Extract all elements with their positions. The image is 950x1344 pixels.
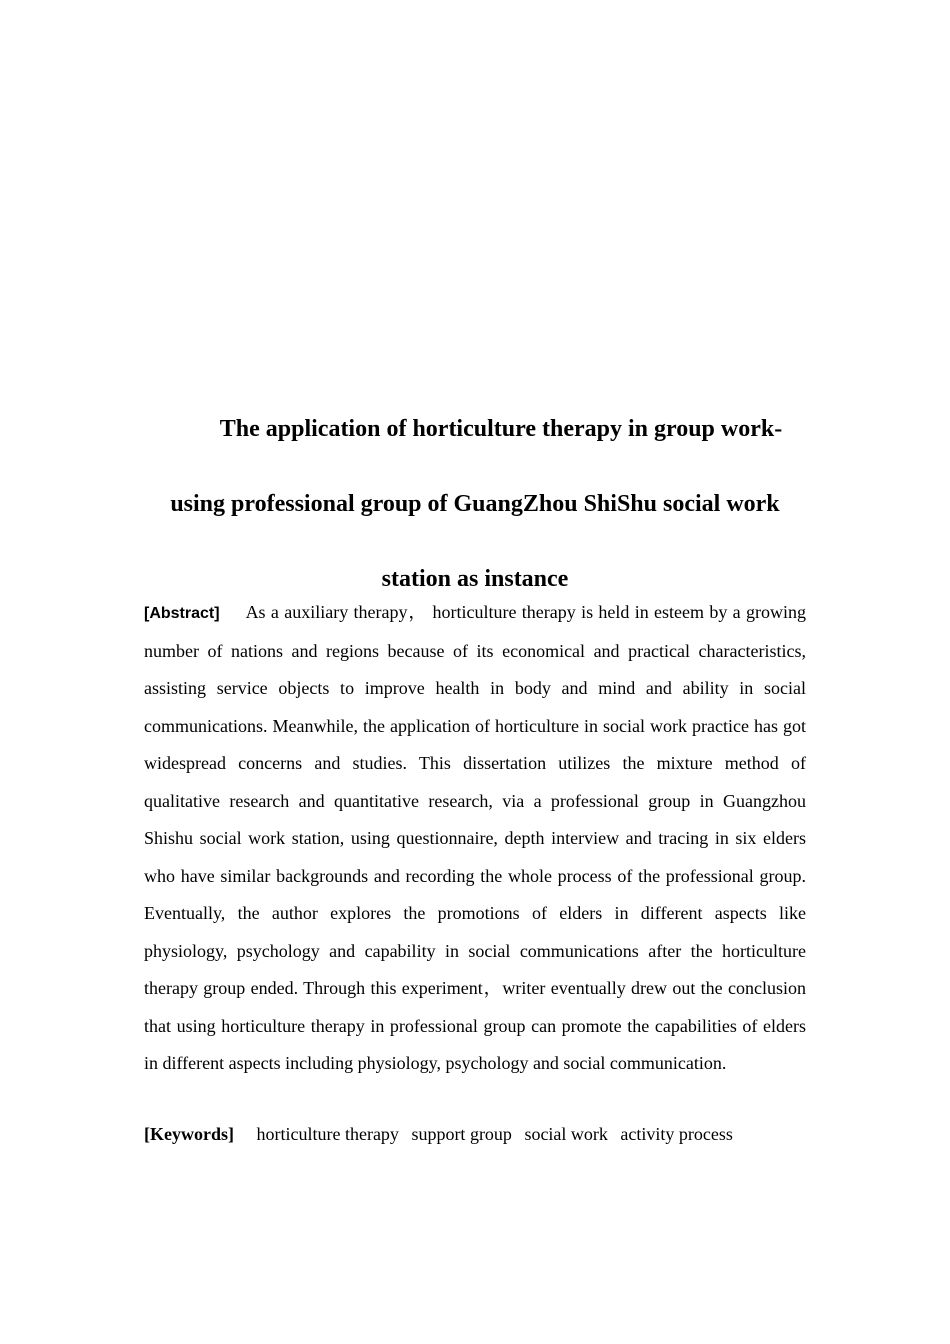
title-line-3: station as instance [381, 566, 569, 592]
abstract-section [144, 594, 806, 1083]
title-line-1: The application of horticulture therapy in group work- [219, 416, 783, 442]
keyword-item: horticulture therapy [256, 1124, 399, 1144]
keyword-item: social work [524, 1124, 608, 1144]
keywords-section [144, 1116, 806, 1152]
title-line-2: using professional group of GuangZhou ShiShu social work [170, 491, 780, 517]
abstract-text: As a auxiliary therapy， horticulture therapy is held in esteem by a growing number of nations and regions because of its economical and practical characteristics, assisting service objects to improve health in body and mind and ability in social communications. Meanwhile, the application of horticulture in social work practice has got widespread concerns and studies. This dissertation utilizes the mixture method of qualitative research and quantitative research, via a professional group in Guangzhou Shishu social work station, using questionnaire, depth interview and tracing in six elders who have similar backgrounds and recording the whole process of the professional group. Eventually, the author explores the promotions of elders in different aspects like physiology, psychology and capability in social communications after the horticulture therapy group ended. Through this experiment，writer eventually drew out the conclusion that using horticulture therapy in professional group can promote the capabilities of elders in different aspects including physiology, psychology and social communication. [144, 602, 806, 1073]
keywords-label: [Keywords] [144, 1124, 234, 1144]
keyword-item: activity process [620, 1124, 733, 1144]
abstract-label: [Abstract] [144, 605, 220, 622]
keyword-item: support group [411, 1124, 512, 1144]
paper-title [144, 392, 806, 617]
